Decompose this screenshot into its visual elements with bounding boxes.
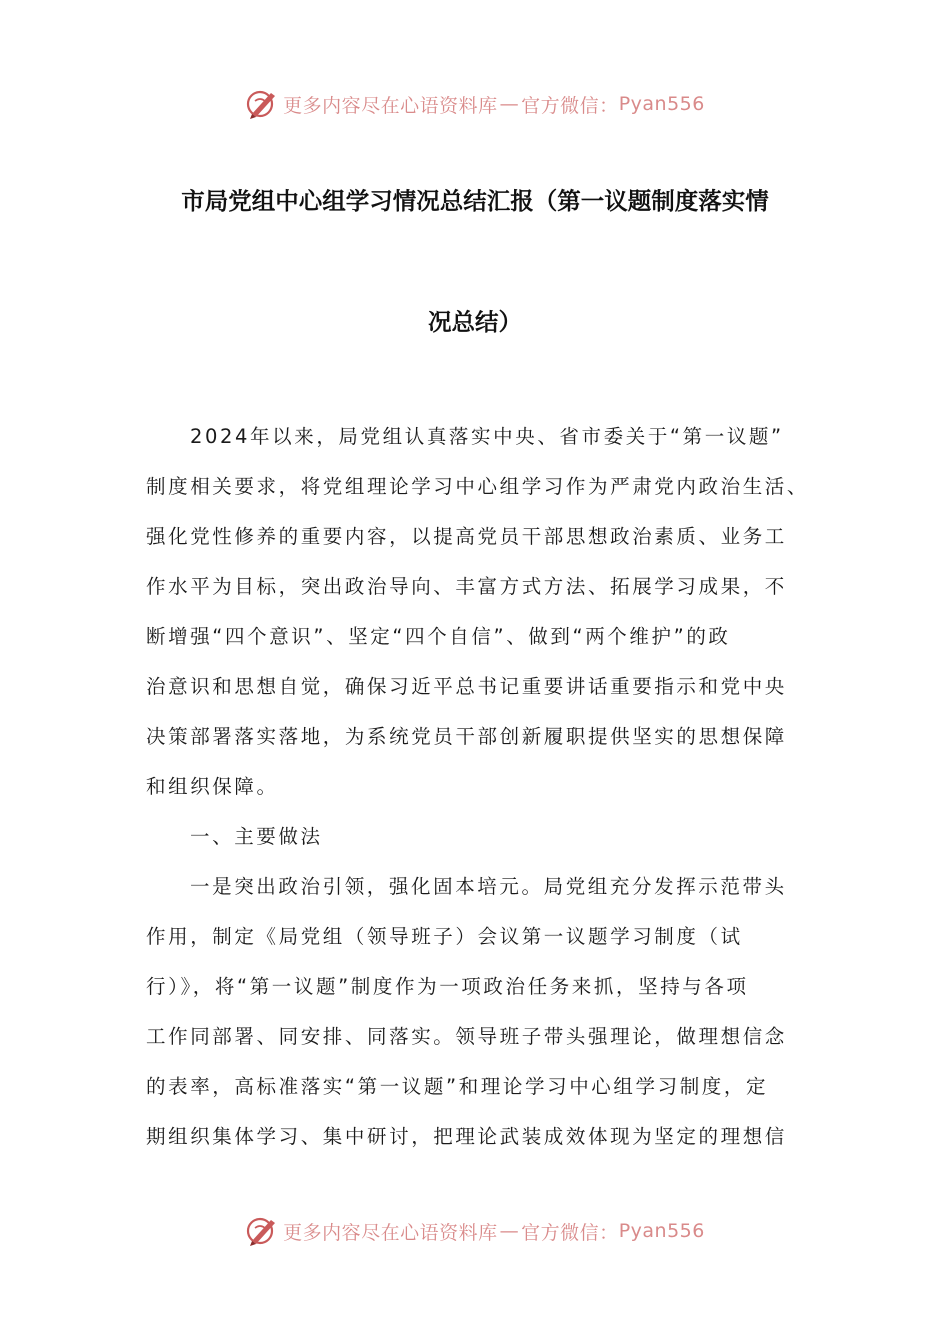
body-line: 工作同部署、同安排、同落实。领导班子带头强理论，做理想信念 [146, 1025, 787, 1048]
body-line: 决策部署落实落地，为系统党员干部创新履职提供坚实的思想保障 [146, 725, 787, 748]
pen-logo-icon [245, 1214, 279, 1248]
header-watermark [0, 84, 950, 124]
watermark-wechat-id: Pyan556 [618, 93, 705, 115]
watermark-text: 更多内容尽在心语资料库 [283, 1221, 498, 1244]
watermark-separator: — [499, 93, 520, 115]
watermark-separator: — [499, 1220, 520, 1242]
watermark-wechat-label: 官方微信： [521, 94, 619, 117]
document-title-line-2: 况总结） [428, 308, 522, 336]
body-line: 2024年以来，局党组认真落实中央、省市委关于“第一议题” [190, 425, 784, 448]
watermark-wechat-label: 官方微信： [521, 1221, 619, 1244]
body-line: 期组织集体学习、集中研讨，把理论武装成效体现为坚定的理想信 [146, 1125, 787, 1148]
body-line: 作用，制定《局党组（领导班子）会议第一议题学习制度（试 [146, 925, 743, 948]
body-line: 的表率，高标准落实“第一议题”和理论学习中心组学习制度，定 [146, 1075, 769, 1098]
watermark-wechat-id: Pyan556 [618, 1220, 705, 1242]
body-line: 强化党性修养的重要内容，以提高党员干部思想政治素质、业务工 [146, 525, 787, 548]
body-line: 制度相关要求，将党组理论学习中心组学习作为严肃党内政治生活、 [146, 475, 810, 498]
document-title-line-1: 市局党组中心组学习情况总结汇报（第一议题制度落实情 [181, 187, 769, 215]
watermark-text: 更多内容尽在心语资料库 [283, 94, 498, 117]
body-line: 治意识和思想自觉，确保习近平总书记重要讲话重要指示和党中央 [146, 675, 787, 698]
section-heading: 一、主要做法 [190, 825, 323, 848]
pen-logo-icon [245, 87, 279, 121]
footer-watermark [0, 1211, 950, 1251]
body-line: 行）》，将“第一议题”制度作为一项政治任务来抓，坚持与各项 [146, 975, 749, 998]
body-line: 作水平为目标，突出政治导向、丰富方式方法、拓展学习成果，不 [146, 575, 787, 598]
body-line: 一是突出政治引领，强化固本培元。局党组充分发挥示范带头 [190, 875, 787, 898]
body-line: 和组织保障。 [146, 775, 279, 798]
body-line: 断增强“四个意识”、坚定“四个自信”、做到“两个维护”的政 [146, 625, 731, 648]
